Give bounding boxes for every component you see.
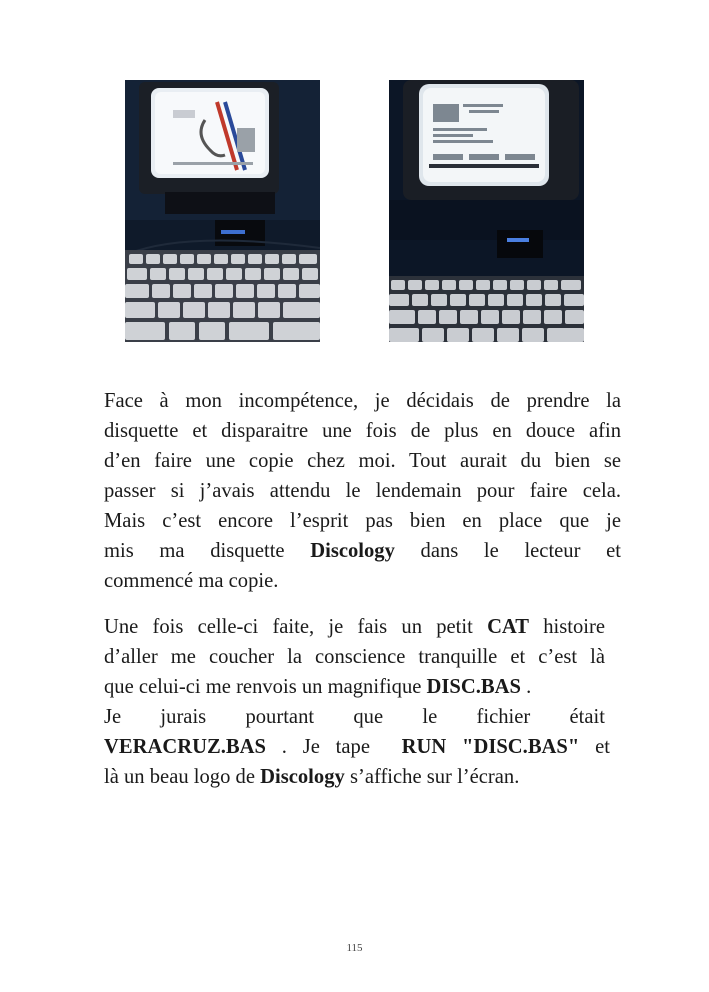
text: s’affiche sur l’écran. bbox=[344, 766, 520, 788]
photo-monitor-id-card bbox=[125, 80, 320, 342]
word: ma bbox=[159, 540, 185, 562]
paragraph-2-line-5 bbox=[104, 732, 610, 762]
paragraph-2-line-4 bbox=[104, 702, 605, 732]
paragraph-1-line-1: Face à mon incompétence, je décidais de prendre la bbox=[104, 390, 621, 412]
veracruz-bas-bold: VERACRUZ.BAS bbox=[104, 736, 266, 758]
word: mis bbox=[104, 540, 134, 562]
page-number: 115 bbox=[346, 942, 363, 954]
discology-bold: Discology bbox=[310, 540, 395, 562]
paragraph-2-line-1 bbox=[104, 612, 605, 642]
word: que bbox=[353, 706, 384, 728]
text: là un beau logo de bbox=[104, 766, 261, 788]
word: lecteur bbox=[524, 540, 581, 562]
paragraph-2-line-3 bbox=[104, 672, 621, 702]
word: pourtant bbox=[245, 706, 315, 728]
paragraph-1-line-4: passer si j’avais attendu le lendemain pour faire cela. bbox=[104, 480, 621, 502]
word: le bbox=[483, 540, 499, 562]
word: disquette bbox=[210, 540, 285, 562]
word: fichier bbox=[476, 706, 531, 728]
photo-right-graphic bbox=[389, 80, 584, 342]
photo-monitor-discology bbox=[389, 80, 584, 342]
word: le bbox=[422, 706, 438, 728]
text: Une fois celle-ci faite, je fais un petit bbox=[104, 616, 488, 638]
discology-bold: Discology bbox=[260, 766, 345, 788]
paragraph-2-line-2: d’aller me coucher la conscience tranquille et c’est là bbox=[104, 646, 605, 668]
paragraph-2 bbox=[104, 612, 621, 792]
paragraph-1-line-3: d’en faire une copie chez moi. Tout aurait du bien se bbox=[104, 450, 621, 472]
word: dans bbox=[420, 540, 459, 562]
disc-bas-bold: DISC.BAS bbox=[426, 676, 521, 698]
photo-left-graphic bbox=[125, 80, 320, 342]
paragraph-1 bbox=[104, 386, 621, 596]
cat-bold: CAT bbox=[487, 616, 530, 638]
paragraph-1-line-2: disquette et disparaitre une fois de plus en douce afin bbox=[104, 420, 621, 442]
text: histoire bbox=[529, 616, 606, 638]
word: était bbox=[569, 706, 605, 728]
paragraph-1-line-7: commencé ma copie. bbox=[104, 570, 279, 592]
paragraph-2-line-6 bbox=[104, 762, 621, 792]
run-command-bold: RUN "DISC.BAS" bbox=[401, 736, 580, 758]
word: Je bbox=[104, 706, 122, 728]
text: et bbox=[579, 736, 610, 758]
word: jurais bbox=[160, 706, 207, 728]
paragraph-1-line-6 bbox=[104, 536, 621, 566]
paragraph-1-line-5: Mais c’est encore l’esprit pas bien en place que je bbox=[104, 510, 621, 532]
text: . Je tape bbox=[265, 736, 402, 758]
word: et bbox=[606, 540, 621, 562]
text: . bbox=[520, 676, 532, 698]
text: que celui-ci me renvois un magnifique bbox=[104, 676, 427, 698]
